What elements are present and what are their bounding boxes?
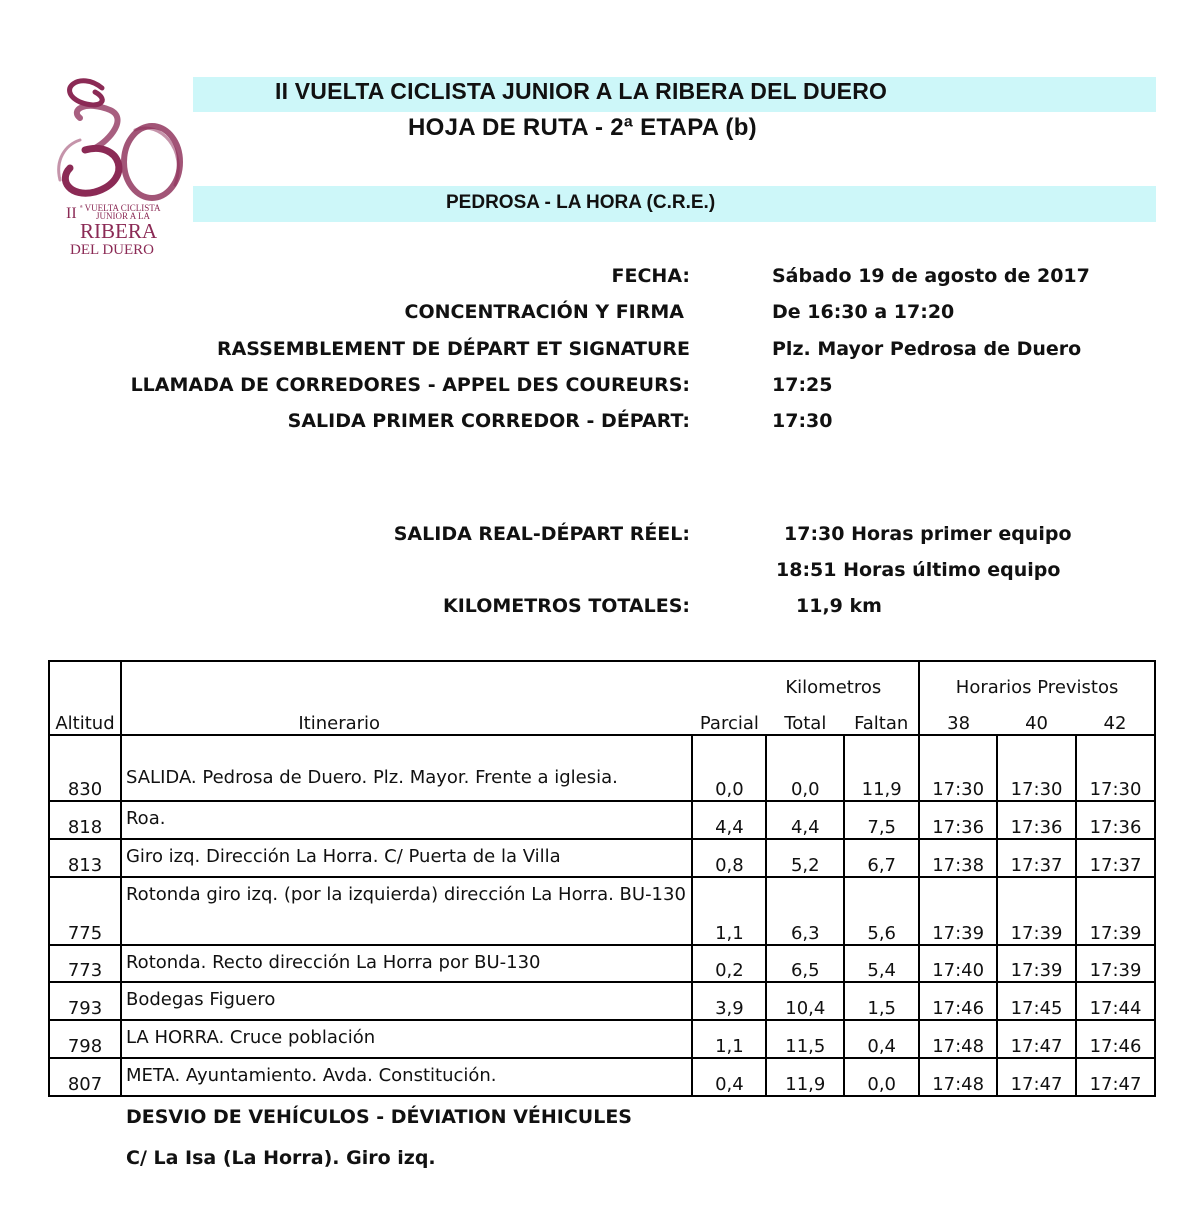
parcial-cell: 3,9 (692, 982, 766, 1020)
table-row (49, 945, 1155, 982)
stage-title: PEDROSA - LA HORA (C.R.E.) (446, 192, 716, 213)
itinerario-cell: SALIDA. Pedrosa de Duero. Plz. Mayor. Frente a iglesia. (121, 735, 692, 801)
horario-40-header: 40 (997, 698, 1076, 735)
svg-text:II: II (66, 205, 77, 222)
itinerario-cell: META. Ayuntamiento. Avda. Constitución. (121, 1058, 692, 1096)
horario-38-cell: 17:48 (919, 1058, 997, 1096)
horario-42-cell: 17:36 (1076, 801, 1155, 839)
table-row (49, 735, 1155, 801)
altitud-cell: 830 (49, 735, 121, 801)
event-logo (40, 70, 190, 260)
faltan-cell: 6,7 (844, 839, 919, 877)
itinerario-cell: Giro izq. Dirección La Horra. C/ Puerta de la Villa (121, 839, 692, 877)
horario-40-cell: 17:45 (997, 982, 1076, 1020)
total-cell: 6,5 (766, 945, 844, 982)
table-header-row (49, 698, 1155, 735)
llamada-value: 17:25 (772, 374, 833, 396)
altitud-cell: 773 (49, 945, 121, 982)
table-row (49, 1058, 1155, 1096)
parcial-cell: 0,8 (692, 839, 766, 877)
parcial-cell: 0,4 (692, 1058, 766, 1096)
parcial-cell: 0,2 (692, 945, 766, 982)
horario-38-cell: 17:46 (919, 982, 997, 1020)
itinerario-header: Itinerario (121, 698, 692, 735)
total-cell: 11,9 (766, 1058, 844, 1096)
horario-42-cell: 17:37 (1076, 839, 1155, 877)
total-cell: 11,5 (766, 1020, 844, 1058)
svg-text:JUNIOR A LA: JUNIOR A LA (96, 211, 151, 221)
fecha-value: Sábado 19 de agosto de 2017 (772, 265, 1090, 287)
horario-40-cell: 17:36 (997, 801, 1076, 839)
total-cell: 4,4 (766, 801, 844, 839)
horario-40-cell: 17:39 (997, 945, 1076, 982)
route-sheet-title: HOJA DE RUTA - 2ª ETAPA (b) (408, 114, 757, 141)
horario-38-cell: 17:39 (919, 877, 997, 945)
altitud-cell: 798 (49, 1020, 121, 1058)
itinerario-cell: Rotonda. Recto dirección La Horra por BU-130 (121, 945, 692, 982)
horarios-group-header: Horarios Previstos (919, 661, 1155, 698)
horario-40-cell: 17:30 (997, 735, 1076, 801)
faltan-cell: 5,6 (844, 877, 919, 945)
total-cell: 10,4 (766, 982, 844, 1020)
itinerario-cell: Roa. (121, 801, 692, 839)
salida-primer-label: SALIDA PRIMER CORREDOR - DÉPART: (287, 410, 690, 432)
itinerario-cell: LA HORRA. Cruce población (121, 1020, 692, 1058)
concentracion-label: CONCENTRACIÓN Y FIRMA (404, 301, 684, 323)
total-cell: 6,3 (766, 877, 844, 945)
horario-42-cell: 17:44 (1076, 982, 1155, 1020)
parcial-cell: 1,1 (692, 1020, 766, 1058)
llamada-label: LLAMADA DE CORREDORES - APPEL DES COUREURS: (130, 374, 690, 396)
kilometros-group-header: Kilometros (692, 661, 919, 698)
parcial-cell: 4,4 (692, 801, 766, 839)
table-header-group-row (49, 661, 1155, 698)
salida-real-value-1: 17:30 Horas primer equipo (784, 523, 1072, 545)
salida-real-value-2: 18:51 Horas último equipo (776, 559, 1061, 581)
faltan-cell: 1,5 (844, 982, 919, 1020)
salida-real-label: SALIDA REAL-DÉPART RÉEL: (393, 523, 690, 545)
horario-40-cell: 17:37 (997, 839, 1076, 877)
faltan-header: Faltan (844, 698, 919, 735)
altitud-cell: 775 (49, 877, 121, 945)
horario-38-cell: 17:48 (919, 1020, 997, 1058)
itinerario-cell: Bodegas Figuero (121, 982, 692, 1020)
svg-text:DEL DUERO: DEL DUERO (70, 242, 155, 258)
horario-42-cell: 17:39 (1076, 945, 1155, 982)
altitud-cell: 807 (49, 1058, 121, 1096)
horario-40-cell: 17:47 (997, 1020, 1076, 1058)
parcial-cell: 0,0 (692, 735, 766, 801)
horario-38-cell: 17:38 (919, 839, 997, 877)
km-totales-label: KILOMETROS TOTALES: (443, 595, 690, 617)
table-row (49, 801, 1155, 839)
desvio-heading: DESVIO DE VEHÍCULOS - DÉVIATION VÉHICULES (126, 1106, 632, 1128)
total-cell: 5,2 (766, 839, 844, 877)
table-row (49, 839, 1155, 877)
horario-42-cell: 17:46 (1076, 1020, 1155, 1058)
horario-38-cell: 17:30 (919, 735, 997, 801)
svg-text:ª VUELTA CICLISTA: ª VUELTA CICLISTA (80, 203, 161, 213)
horario-42-cell: 17:47 (1076, 1058, 1155, 1096)
route-table (48, 660, 1156, 1097)
table-row (49, 982, 1155, 1020)
horario-42-cell: 17:39 (1076, 877, 1155, 945)
table-row (49, 1020, 1155, 1058)
parcial-cell: 1,1 (692, 877, 766, 945)
faltan-cell: 5,4 (844, 945, 919, 982)
concentracion-value: De 16:30 a 17:20 (772, 301, 955, 323)
horario-42-cell: 17:30 (1076, 735, 1155, 801)
table-row (49, 877, 1155, 945)
desvio-detail: C/ La Isa (La Horra). Giro izq. (126, 1147, 436, 1169)
parcial-header: Parcial (692, 698, 766, 735)
total-header: Total (766, 698, 844, 735)
rassemblement-label: RASSEMBLEMENT DE DÉPART ET SIGNATURE (216, 338, 690, 360)
itinerario-cell: Rotonda giro izq. (por la izquierda) dirección La Horra. BU-130 (121, 877, 692, 945)
horario-38-cell: 17:36 (919, 801, 997, 839)
horario-40-cell: 17:47 (997, 1058, 1076, 1096)
svg-text:RIBERA: RIBERA (80, 219, 158, 243)
event-title: II VUELTA CICLISTA JUNIOR A LA RIBERA DEL DUERO (275, 78, 888, 104)
faltan-cell: 0,4 (844, 1020, 919, 1058)
total-cell: 0,0 (766, 735, 844, 801)
horario-40-cell: 17:39 (997, 877, 1076, 945)
fecha-label: FECHA: (611, 265, 690, 287)
salida-primer-value: 17:30 (772, 410, 833, 432)
faltan-cell: 7,5 (844, 801, 919, 839)
altitud-cell: 813 (49, 839, 121, 877)
horario-42-header: 42 (1076, 698, 1155, 735)
horario-38-header: 38 (919, 698, 997, 735)
altitud-cell: 818 (49, 801, 121, 839)
altitud-cell: 793 (49, 982, 121, 1020)
km-totales-value: 11,9 km (796, 595, 882, 617)
faltan-cell: 11,9 (844, 735, 919, 801)
altitud-header: Altitud (49, 698, 121, 735)
rassemblement-value: Plz. Mayor Pedrosa de Duero (772, 338, 1082, 360)
horario-38-cell: 17:40 (919, 945, 997, 982)
faltan-cell: 0,0 (844, 1058, 919, 1096)
